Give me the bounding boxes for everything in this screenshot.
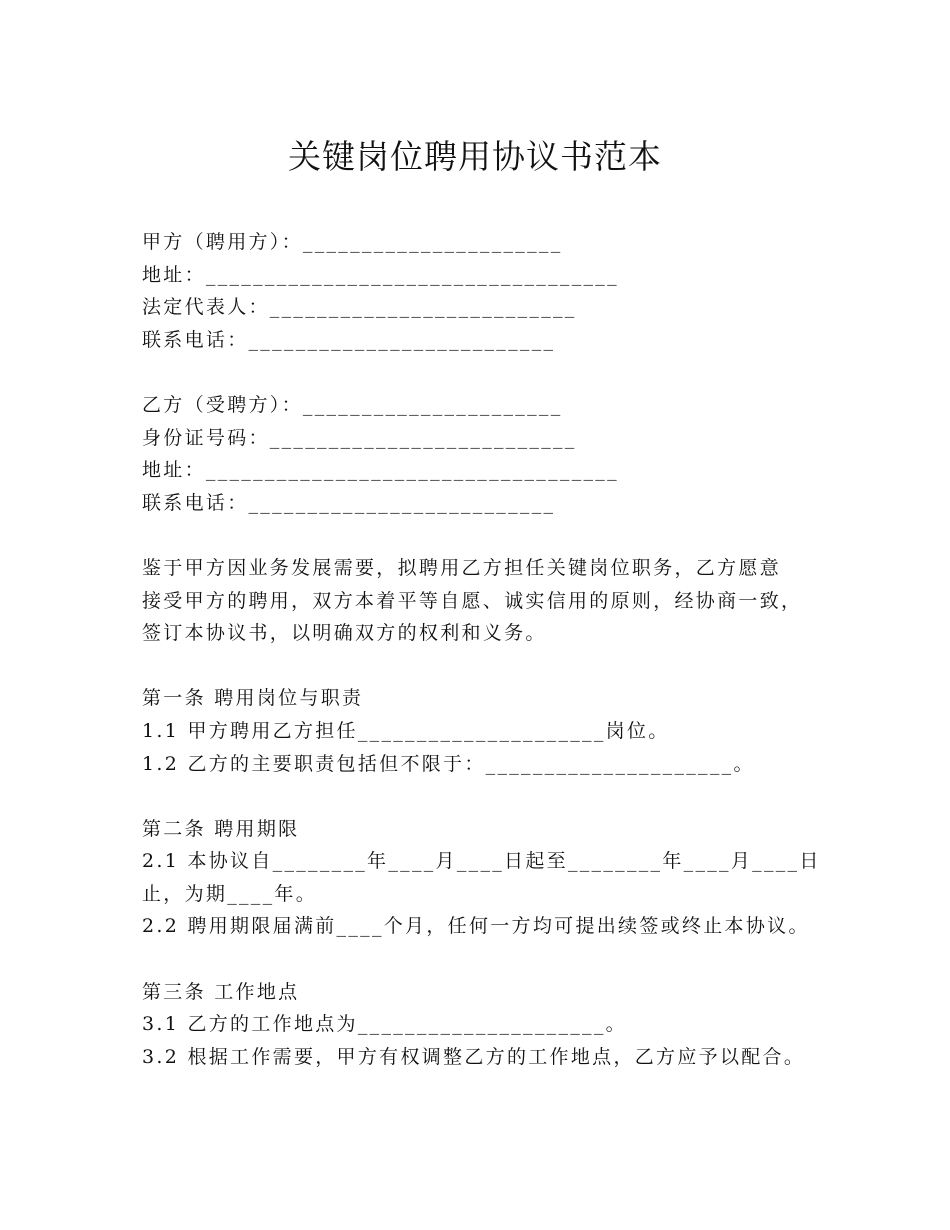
party-b-label: 乙方（受聘方）：______________________ [142,393,563,416]
article-1-heading: 第一条 聘用岗位与职责 [142,687,364,710]
party-a-legal-rep: 法定代表人：__________________________ [142,296,577,319]
party-a-label: 甲方（聘用方）：______________________ [142,231,563,253]
spacer [142,356,842,389]
spacer [142,650,842,683]
preamble-line: 签订本协议书，以明确双方的权利和义务。 [142,622,547,645]
article-3-heading: 第三条 工作地点 [142,980,300,1003]
preamble-line: 接受甲方的聘用，双方本着平等自愿、诚实信用的原则，经协商一致， [142,589,803,612]
article-2-item: 2.2 聘用期限届满前____个月，任何一方均可提出续签或终止本协议。 [142,915,810,938]
party-a-phone: 联系电话：__________________________ [142,328,556,351]
article-2-heading: 第二条 聘用期限 [142,817,300,840]
party-b-address: 地址：___________________________________ [142,459,619,482]
party-a-address: 地址：___________________________________ [142,263,619,286]
preamble-line: 鉴于甲方因业务发展需要，拟聘用乙方担任关键岗位职务，乙方愿意 [142,556,782,579]
article-2-item: 止，为期____年。 [142,882,318,905]
article-1-item: 1.2 乙方的主要职责包括但不限于：_____________________。 [142,752,755,775]
document-title: 关键岗位聘用协议书范本 [288,137,662,176]
spacer [142,780,842,813]
document-body [142,226,842,1073]
article-2-item: 2.1 本协议自________年____月____日起至________年____月____日 [142,850,821,873]
article-1-item: 1.1 甲方聘用乙方担任_____________________岗位。 [142,719,670,742]
article-3-item: 3.1 乙方的工作地点为_____________________。 [142,1013,627,1036]
spacer [142,519,842,552]
spacer [142,943,842,976]
party-b-phone: 联系电话：__________________________ [142,491,556,514]
article-3-item: 3.2 根据工作需要，甲方有权调整乙方的工作地点，乙方应予以配合。 [142,1045,806,1068]
party-b-id-number: 身份证号码：__________________________ [142,426,577,449]
